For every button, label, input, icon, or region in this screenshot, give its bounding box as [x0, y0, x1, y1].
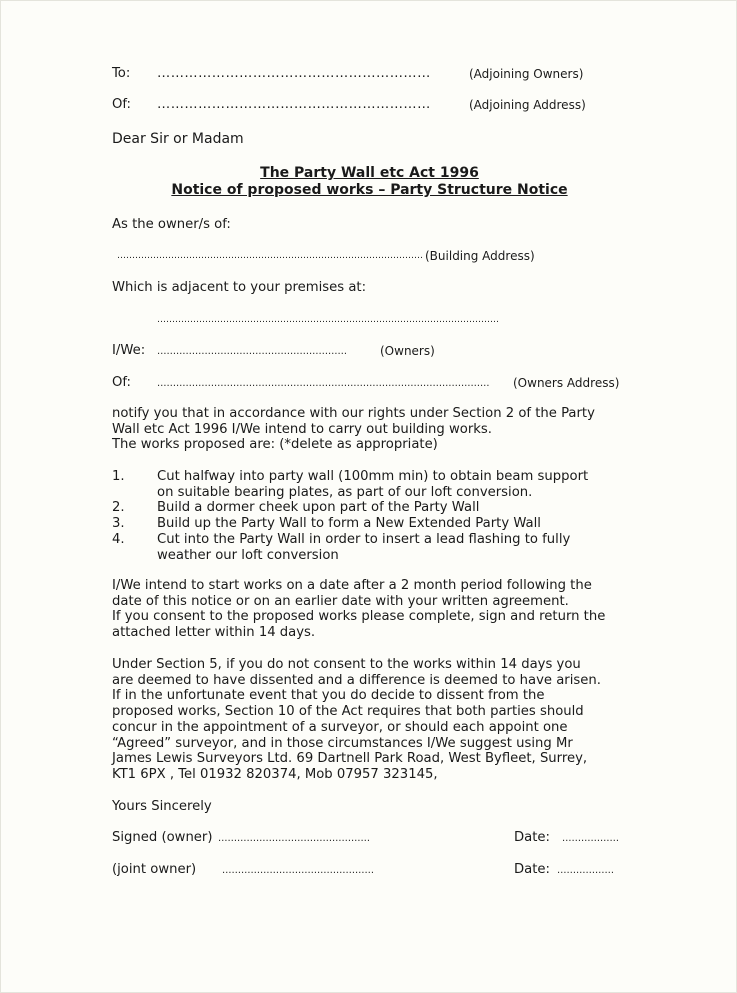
notify-line: Wall etc Act 1996 I/We intend to carry out building works.	[112, 421, 492, 437]
document-subtitle: Notice of proposed works – Party Structure Notice	[171, 182, 568, 198]
list-item	[112, 532, 632, 563]
section5-line: KT1 6PX , Tel 01932 820374, Mob 07957 323145,	[112, 766, 438, 782]
list-number: 1.	[112, 469, 125, 484]
intend-paragraph	[112, 578, 632, 641]
joint-date-label: Date:	[514, 862, 550, 877]
to-label: To:	[112, 66, 131, 81]
of-label: Of:	[112, 97, 131, 112]
intend-line: attached letter within 14 days.	[112, 625, 316, 641]
of-dots: ……………………………………………………	[157, 97, 431, 112]
iwe-label: I/We:	[112, 343, 146, 358]
notify-line: The works proposed are: (*delete as appropriate)	[112, 437, 438, 453]
salutation: Dear Sir or Madam	[112, 131, 244, 147]
list-item-text: Build a dormer cheek upon part of the Party Wall	[157, 500, 480, 516]
iwe-dots: ……………………………………………………	[157, 346, 347, 357]
owner-address-dots: ……………………………………………………………………………………………	[157, 378, 490, 389]
owner-address-hint: (Owners Address)	[513, 376, 620, 390]
intend-line: If you consent to the proposed works please complete, sign and return the	[112, 609, 606, 625]
signed-date-label: Date:	[514, 830, 550, 845]
adjacent-text: Which is adjacent to your premises at:	[112, 280, 367, 295]
owner-of-text: As the owner/s of:	[112, 217, 231, 232]
joint-owner-dots: …………………………………………	[222, 865, 374, 876]
section5-line: concur in the appointment of a surveyor, or should each appoint one	[112, 719, 568, 735]
section5-line: Under Section 5, if you do not consent to the works within 14 days you	[112, 657, 581, 672]
works-list	[112, 469, 632, 563]
section5-paragraph	[112, 657, 632, 783]
list-number: 3.	[112, 516, 125, 532]
closing: Yours Sincerely	[112, 799, 212, 814]
notify-line: notify you that in accordance with our rights under Section 2 of the Party	[112, 406, 595, 421]
notify-paragraph	[112, 406, 632, 453]
owner-address-label: Of:	[112, 375, 131, 390]
list-item-text: Cut into the Party Wall in order to insert a lead flashing to fully	[157, 531, 571, 547]
list-item-text: weather our loft conversion	[157, 547, 339, 563]
to-dots: ……………………………………………………	[157, 66, 431, 81]
list-item-text: Cut halfway into party wall (100mm min) to obtain beam support	[157, 469, 589, 484]
signed-dots: …………………………………………	[218, 833, 370, 844]
list-item	[112, 500, 632, 516]
to-hint: (Adjoining Owners)	[469, 67, 584, 81]
section5-line: If in the unfortunate event that you do decide to dissent from the	[112, 688, 545, 704]
building-hint: (Building Address)	[425, 249, 535, 263]
document-title: The Party Wall etc Act 1996	[260, 165, 479, 181]
list-number: 4.	[112, 531, 125, 547]
list-number: 2.	[112, 500, 125, 516]
section5-line: are deemed to have dissented and a difference is deemed to have arisen.	[112, 672, 601, 688]
signed-label: Signed (owner)	[112, 830, 213, 845]
list-item	[112, 516, 632, 532]
signed-date-dots: ………………	[562, 833, 619, 844]
list-item	[112, 469, 632, 500]
building-dots: …………………………………………………………………………………………	[117, 251, 423, 261]
section5-line: proposed works, Section 10 of the Act requires that both parties should	[112, 704, 584, 720]
of-hint: (Adjoining Address)	[469, 98, 586, 112]
section5-line: James Lewis Surveyors Ltd. 69 Dartnell Park Road, West Byfleet, Surrey,	[112, 751, 588, 767]
joint-date-dots: ………………	[557, 865, 614, 876]
intend-line: I/We intend to start works on a date after a 2 month period following the	[112, 578, 592, 593]
intend-line: date of this notice or on an earlier date with your written agreement.	[112, 593, 569, 609]
list-item-text: Build up the Party Wall to form a New Extended Party Wall	[157, 516, 541, 532]
premises-dots: ……………………………………………………………………………………………………	[157, 315, 499, 325]
iwe-hint: (Owners)	[380, 344, 435, 358]
section5-line: “Agreed” surveyor, and in those circumstances I/We suggest using Mr	[112, 735, 573, 751]
list-item-text: on suitable bearing plates, as part of our loft conversion.	[157, 484, 533, 500]
joint-owner-label: (joint owner)	[112, 862, 197, 877]
